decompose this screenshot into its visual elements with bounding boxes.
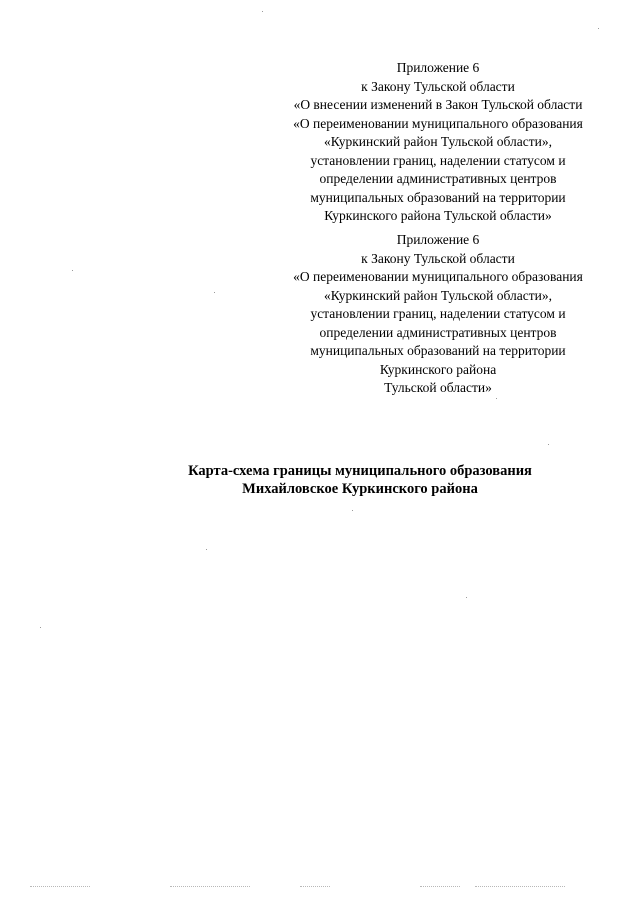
annex-line: определении административных центров (319, 171, 557, 186)
annex-line: муниципальных образований на территории (310, 343, 566, 358)
annex-line: «О переименовании муниципального образования (293, 269, 583, 284)
scan-edge-strip (30, 886, 90, 888)
annex-line: Приложение 6 (396, 60, 480, 75)
annex-line: определении административных центров (319, 324, 557, 340)
scan-speck (496, 398, 497, 399)
map-title-line-1: Карта-схема границы муниципального образования (188, 463, 532, 479)
scan-edge-strip (300, 886, 330, 888)
annex-line: Куркинского района (379, 361, 497, 377)
annex-line: к Закону Тульской области (361, 250, 515, 266)
scan-speck (40, 627, 41, 628)
annex-line: «Куркинский район Тульской области», (323, 134, 553, 149)
map-title-line-2: Михайловское Куркинского района (242, 481, 478, 497)
scan-speck (206, 549, 207, 550)
annex-line: Тульской области» (384, 380, 492, 395)
annex-line: «О внесении изменений в Закон Тульской области (293, 97, 583, 112)
annex-header-current (268, 59, 608, 226)
scan-speck (72, 270, 73, 271)
scan-speck (262, 11, 263, 12)
scan-edge-strip (420, 886, 460, 888)
annex-line: муниципальных образований на территории (310, 189, 566, 205)
annex-line: «Куркинский район Тульской области», (323, 287, 553, 303)
scan-speck (548, 444, 549, 445)
scan-speck (598, 28, 599, 29)
map-title (140, 462, 580, 498)
annex-line: к Закону Тульской области (361, 78, 515, 94)
annex-header-original (268, 231, 608, 398)
annex-line: установлении границ, наделении статусом и (310, 152, 566, 168)
annex-line: Приложение 6 (396, 232, 480, 247)
scan-speck (214, 292, 215, 293)
scan-edge-strip (170, 886, 250, 888)
annex-line: установлении границ, наделении статусом и (310, 306, 566, 321)
scan-speck (352, 510, 353, 511)
annex-line: Куркинского района Тульской области» (324, 208, 552, 223)
annex-line: «О переименовании муниципального образования (293, 115, 583, 131)
scan-speck (466, 597, 467, 598)
scan-edge-strip (475, 886, 565, 888)
